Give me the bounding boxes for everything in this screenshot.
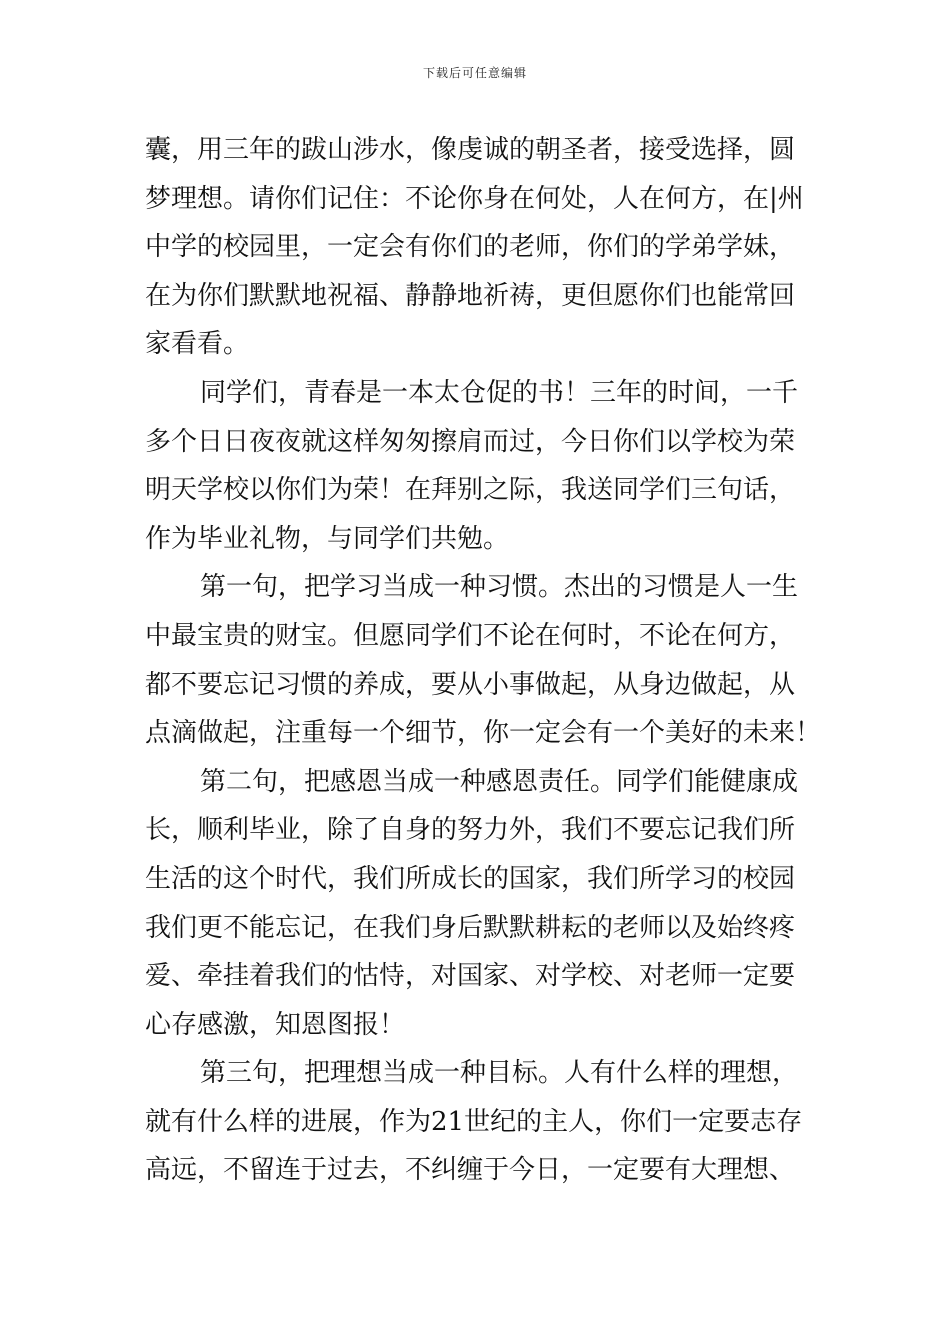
text-line: 高远，不留连于过去，不纠缠于今日，一定要有大理想、	[145, 1155, 796, 1186]
text-line: 第二句，把感恩当成一种感恩责任。同学们能健康成	[200, 766, 799, 797]
text-line: 心存感激，知恩图报！	[145, 1009, 406, 1040]
text-line: 作为毕业礼物，与同学们共勉。	[145, 523, 510, 554]
text-line: 点滴做起，注重每一个细节，你一定会有一个美好的未来！	[145, 718, 822, 749]
text-line: 第三句，把理想当成一种目标。人有什么样的理想，	[200, 1058, 799, 1089]
text-line: 中学的校园里，一定会有你们的老师，你们的学弟学妹，	[145, 232, 796, 263]
text-line: 生活的这个时代，我们所成长的国家，我们所学习的校园	[145, 863, 796, 894]
document-body	[145, 126, 822, 1195]
text-line: 长，顺利毕业，除了自身的努力外，我们不要忘记我们所	[145, 815, 796, 846]
text-line: 爱、牵挂着我们的怙恃，对国家、对学校、对老师一定要	[145, 961, 796, 992]
text-line: 家看看。	[145, 329, 250, 360]
text-line: 我们更不能忘记，在我们身后默默耕耘的老师以及始终疼	[145, 912, 796, 943]
text-line: 明天学校以你们为荣！在拜别之际，我送同学们三句话，	[145, 475, 796, 506]
text-line: 同学们，青春是一本太仓促的书！三年的时间，一千	[200, 377, 799, 408]
text-line: 中最宝贵的财宝。但愿同学们不论在何时，不论在何方，	[145, 620, 796, 651]
text-line: 囊，用三年的跋山涉水，像虔诚的朝圣者，接受选择，圆	[145, 135, 796, 165]
text-line: 多个日日夜夜就这样匆匆擦肩而过，今日你们以学校为荣	[145, 426, 796, 457]
text-line: 就有什么样的进展，作为21世纪的主人，你们一定要志存	[145, 1106, 803, 1137]
text-line: 梦理想。请你们记住：不论你身在何处，人在何方，在|州	[145, 183, 804, 214]
text-line: 第一句，把学习当成一种习惯。杰出的习惯是人一生	[200, 572, 799, 603]
text-line: 在为你们默默地祝福、静静地祈祷，更但愿你们也能常回	[145, 280, 796, 311]
text-line: 都不要忘记习惯的养成，要从小事做起，从身边做起，从	[145, 669, 796, 700]
page-header: 下载后可任意编辑	[422, 66, 527, 80]
